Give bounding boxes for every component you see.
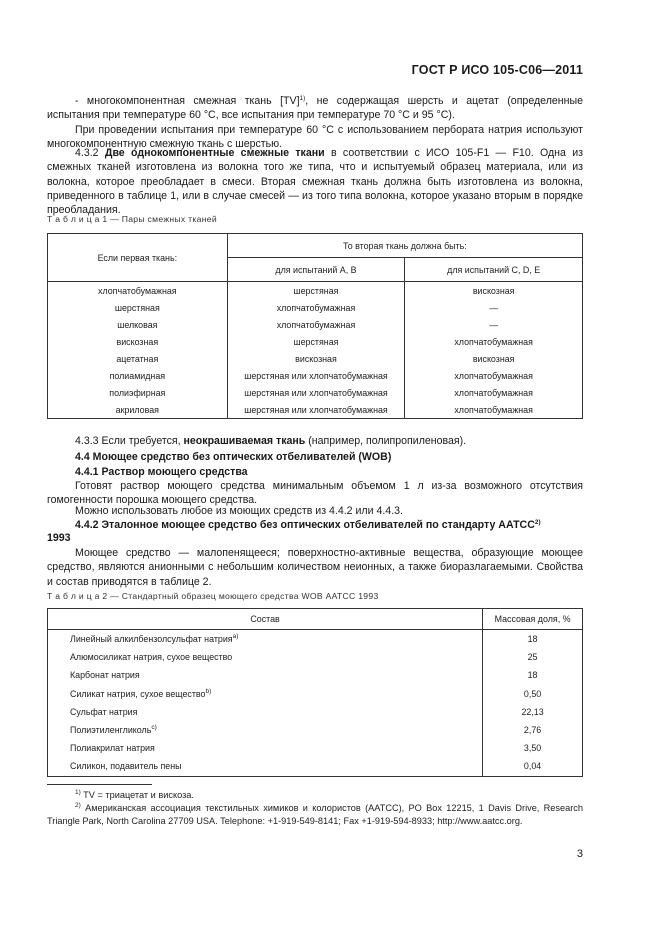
table-row: полиэфирная шерстяная или хлопчатобумажная хлопчатобумажная bbox=[48, 384, 583, 401]
table-row: полиамидная шерстяная или хлопчатобумажная хлопчатобумажная bbox=[48, 367, 583, 384]
footnote-divider bbox=[47, 784, 152, 785]
heading-4-4: 4.4 Моющее средство без оптических отбеливателей (WOB) bbox=[75, 451, 392, 463]
table-row: Полиакрилат натрия 3,50 bbox=[48, 739, 583, 757]
footnote-2: $^{2)}$ Американская ассоциация текстильных химиков и колористов (ААТСС), PO Box 12215, 1 Davis Drive, Research Triangle Park, North Carolina 27709 USA. Telephone: +1-919-549-8141; Fax +1-919-594-8933; http://www.aatcc.org. bbox=[47, 802, 583, 826]
table-row: шелковая хлопчатобумажная — bbox=[48, 316, 583, 333]
table-detergent-composition bbox=[47, 608, 583, 777]
table-row: Полиэтиленгликоль$^{c)}$ 2,76 bbox=[48, 721, 583, 739]
document-header: ГОСТ Р ИСО 105-С06—2011 bbox=[411, 63, 583, 77]
heading-4-4-2-year: 1993 bbox=[47, 532, 71, 544]
paragraph-multicomponent: - многокомпонентная смежная ткань [TV]$^{1)}$, не содержащая шерсть и ацетат (определенные испытания при температуре 60 °С, все испытания при температуре 70 °С и 95 °С). bbox=[47, 95, 583, 122]
table1-header-ab: для испытаний А, В bbox=[227, 258, 405, 282]
table-row: хлопчатобумажная шерстяная вискозная bbox=[48, 282, 583, 300]
footnote-1: $^{1)}$ TV = триацетат и вискоза. bbox=[75, 789, 194, 800]
table1-caption: Т а б л и ц а 1 — Пары смежных тканей bbox=[47, 214, 217, 224]
table-row: Силикон, подавитель пены 0,04 bbox=[48, 757, 583, 776]
table-row: Линейный алкилбензолсульфат натрия$^{a)}$ 18 bbox=[48, 630, 583, 649]
table-row: Карбонат натрия 18 bbox=[48, 666, 583, 684]
table-row: вискозная шерстяная хлопчатобумажная bbox=[48, 333, 583, 350]
table2-caption: Т а б л и ц а 2 — Стандартный образец моющего средства WOB ААТСС 1993 bbox=[47, 591, 379, 601]
paragraph-4-3-2: 4.3.2 Две однокомпонентные смежные ткани в соответствии с ИСО 105-F1 — F10. Одна из смежных тканей изготовлена из волокна того же типа, что и испытуемый образец материала, или из волокна, которое преобладает в смеси. Вторая смежная ткань должна быть изготовлена из волокна, приведенного в таблице 1, или в случае смесей — из того типа волокна, которое указано вторым в порядке преобладания. bbox=[47, 147, 583, 217]
table2-header-mass: Массовая доля, % bbox=[483, 609, 583, 630]
table-adjacent-fabrics bbox=[47, 233, 583, 419]
table1-header-first: Если первая ткань: bbox=[48, 234, 228, 282]
paragraph-4-4-2: Моющее средство — малопенящееся; поверхностно-активные вещества, образующие моющее средство, являются анионными с небольшим количеством неионных, а также биоразлагаемыми. Свойства и состав приводятся в таблице 2. bbox=[47, 547, 583, 588]
table-row: Алюмосиликат натрия, сухое вещество 25 bbox=[48, 648, 583, 666]
footnote-ref-1: 1) bbox=[299, 95, 306, 102]
heading-4-4-1: 4.4.1 Раствор моющего средства bbox=[75, 466, 248, 478]
page-number: 3 bbox=[576, 848, 583, 860]
table-row: Силикат натрия, сухое вещество$^{b)}$ 0,50 bbox=[48, 685, 583, 703]
table-row: шерстяная хлопчатобумажная — bbox=[48, 299, 583, 316]
paragraph-4-3-3: 4.3.3 Если требуется, неокрашиваемая ткань (например, полипропиленовая). bbox=[75, 435, 467, 447]
paragraph-4-4-1-b: Можно использовать любое из моющих средств из 4.4.2 или 4.4.3. bbox=[75, 505, 403, 517]
table-row: ацетатная вискозная вискозная bbox=[48, 350, 583, 367]
table1-header-second: То вторая ткань должна быть: bbox=[227, 234, 582, 258]
table-row: Сульфат натрия 22,13 bbox=[48, 703, 583, 721]
paragraph-perborate: При проведении испытания при температуре 60 °С с использованием пербората натрия используют многокомпонентную смежную ткань с шерстью. bbox=[47, 124, 583, 151]
footnote-ref-2: 2) bbox=[534, 519, 541, 526]
heading-4-4-2: 4.4.2 Эталонное моющее средство без оптических отбеливателей по стандарту ААТСС$^{2)}$ bbox=[75, 519, 541, 531]
table1-header-cde: для испытаний С, D, Е bbox=[405, 258, 583, 282]
table2-header-composition: Состав bbox=[48, 609, 483, 630]
table-row: акриловая шерстяная или хлопчатобумажная хлопчатобумажная bbox=[48, 401, 583, 419]
paragraph-4-4-1-a: Готовят раствор моющего средства минимальным объемом 1 л из-за возможного отсутствия гомогенности порошка моющего средства. bbox=[47, 480, 583, 507]
